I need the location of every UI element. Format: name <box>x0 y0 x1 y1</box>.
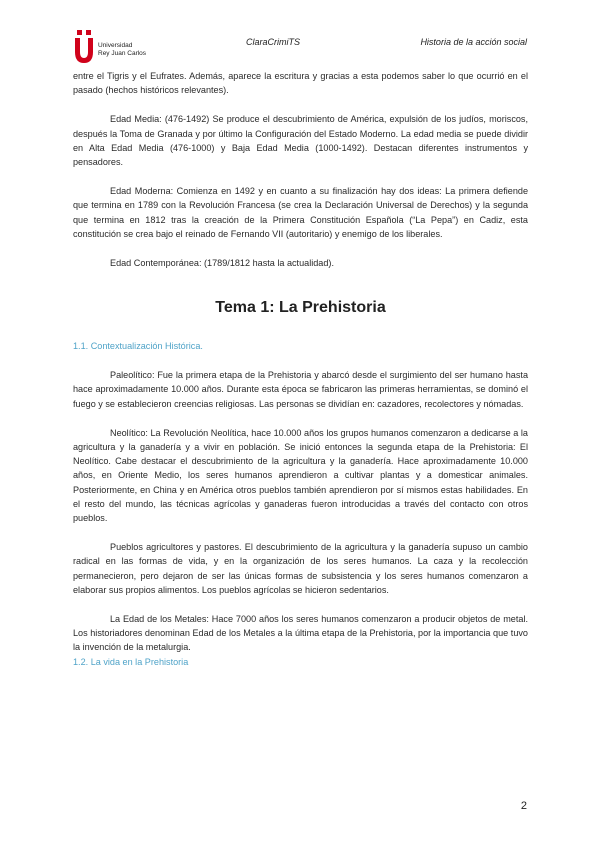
section-heading-1-2: 1.2. La vida en la Prehistoria <box>73 656 189 667</box>
university-logo <box>74 30 154 64</box>
paragraph-edad-media: Edad Media: (476-1492) Se produce el descubrimiento de América, expulsión de los judíos, moriscos, después la Toma de Granada y por último la Configuración del Estado Moderno. La edad media se puede dividir en Alta Edad Media (476-1000) y Baja Edad Media (1000-1492). Destacan diferentes instrumentos y pensadores. <box>73 114 528 168</box>
logo-line-2: Rey Juan Carlos <box>98 50 147 57</box>
document-body <box>73 69 528 669</box>
logo-text <box>98 42 146 58</box>
section-heading-1-1: 1.1. Contextualización Histórica. <box>73 341 203 352</box>
paragraph-paleolitico: Paleolítico: Fue la primera etapa de la Prehistoria y abarcó desde el surgimiento del ser humano hasta hace aproximadamente 10.000 años. Durante esta época se fabricaron las primeras herramientas, se dominó el fuego y se establecieron creencias religiosas. Las personas se dividían en: cazadores, recolectores y nómadas. <box>73 370 528 409</box>
paragraph-edad-contemporanea: Edad Contemporánea: (1789/1812 hasta la actualidad). <box>110 258 334 269</box>
logo-line-1: Universidad <box>98 42 133 49</box>
paragraph-edad-metales: La Edad de los Metales: Hace 7000 años los seres humanos comenzaron a producir objetos de metal. Los historiadores denominan Edad de los Metales a la última etapa de la Prehistoria, por la importancia que tuvo la invención de la metalurgia. <box>73 614 528 653</box>
paragraph-edad-moderna: Edad Moderna: Comienza en 1492 y en cuanto a su finalización hay dos ideas: La primera defiende que termina en 1789 con la Revolución Francesa (se crea la Declaración Universal de Derechos) y la segunda que termina en 1812 tras la creación de la Primera Constitución Española (“La Pepa”) en Cadiz, esta constitución se crea bajo el reinado de Fernando VII (autoritario) y enemigo de los liberales. <box>73 186 528 239</box>
page-number: 2 <box>520 800 527 812</box>
chapter-title: Tema 1: La Prehistoria <box>215 299 386 317</box>
paragraph-neolitico: Neolítico: La Revolución Neolítica, hace 10.000 años los grupos humanos comenzaron a dedicarse a la agricultura y la ganadería y a vivir en población. Se inició entonces la segunda etapa de la Prehistoria: El Neolítico. Cabe destacar el descubrimiento de la agricultura y la ganadería. Hace aproximadamente 10.000 años, en Oriente Medio, los seres humanos aprendieron a cultivar plantas y a domesticar animales. Posteriormente, en China y en América otros pueblos también aprendieron por sí mismos estas habilidades. En el resto del mundo, las técnicas agrícolas y ganaderas fueron introducidas a través del contacto con otros pueblos. <box>73 427 528 524</box>
header-subject: Historia de la acción social <box>420 37 527 47</box>
university-logo-icon <box>74 30 94 64</box>
header-author: ClaraCrimiTS <box>246 37 300 47</box>
paragraph-continuation: entre el Tigris y el Eufrates. Además, aparece la escritura y gracias a esta podemos saber lo que ocurrió en el pasado (hechos históricos relevantes). <box>73 71 528 96</box>
paragraph-pueblos-agricultores: Pueblos agricultores y pastores. El descubrimiento de la agricultura y la ganadería supuso un cambio radical en las formas de vida, y en la organización de los seres humanos. La caza y la recolección permanecieron, pero dejaron de ser las únicas formas de subsistencia y los seres humanos comenzaron a elaborar sus propios alimentos. Los pueblos agrícolas se hicieron sedentarios. <box>73 542 528 595</box>
